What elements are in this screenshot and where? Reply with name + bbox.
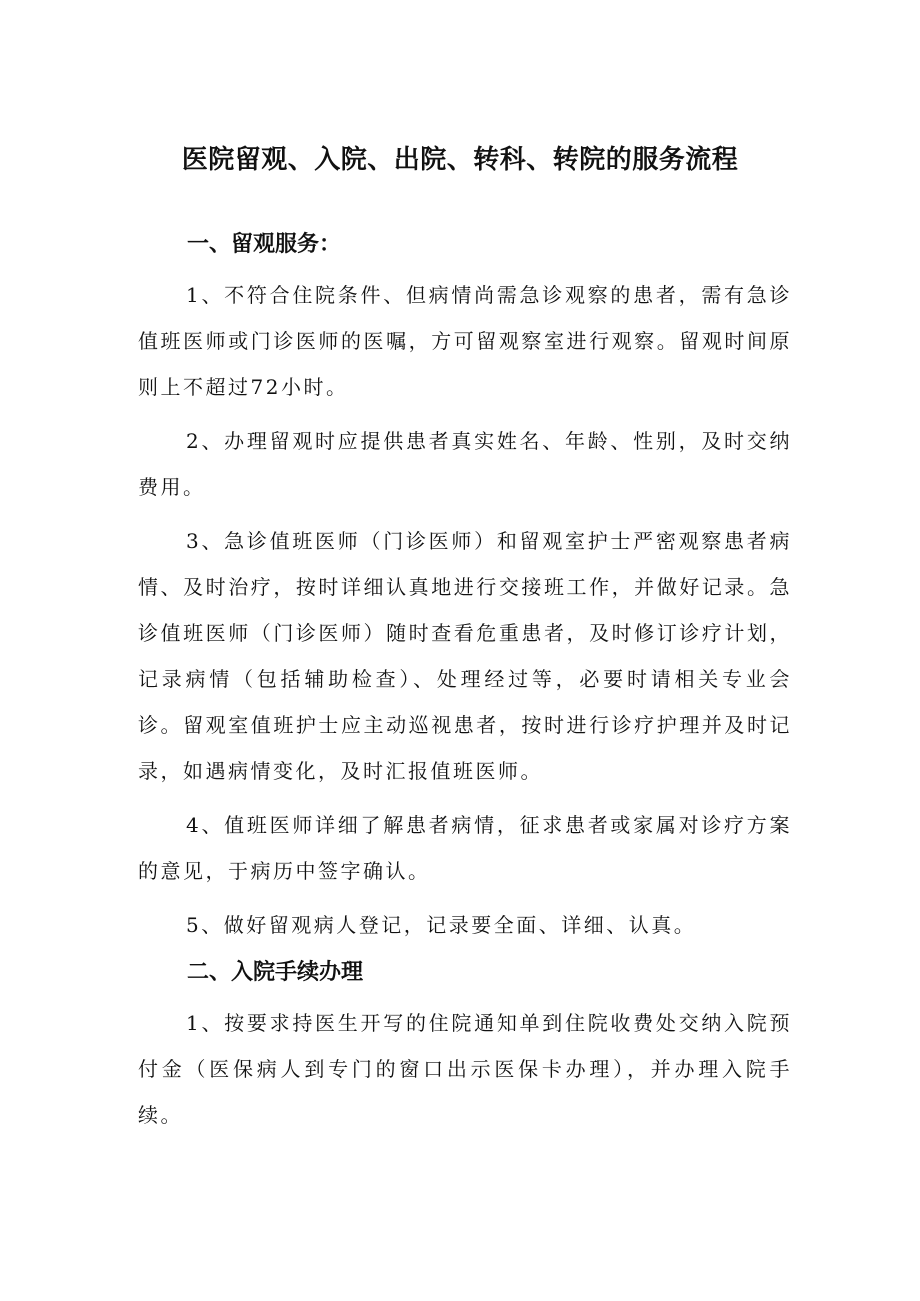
paragraph-observation-3: 3、急诊值班医师（门诊医师）和留观室护士严密观察患者病情、及时治疗，按时详细认真地进行交接班工作，并做好记录。急诊值班医师（门诊医师）随时查看危重患者，及时修订诊疗计划，记录病情（包括辅助检查）、处理经过等，必要时请相关专业会诊。留观室值班护士应主动巡视患者，按时进行诊疗护理并及时记录，如遇病情变化，及时汇报值班医师。 [138,529,792,783]
paragraph-admission-1: 1、按要求持医生开写的住院通知单到住院收费处交纳入院预付金（医保病人到专门的窗口出示医保卡办理），并办理入院手续。 [138,1011,792,1127]
paragraph-observation-5: 5、做好留观病人登记，记录要全面、详细、认真。 [186,913,697,937]
section-heading-admission: 二、入院手续办理 [187,960,364,985]
paragraph-observation-2: 2、办理留观时应提供患者真实姓名、年龄、性别，及时交纳费用。 [138,429,792,499]
paragraph-observation-4: 4、值班医师详细了解患者病情，征求患者或家属对诊疗方案的意见，于病历中签字确认。 [138,813,792,883]
page-title: 医院留观、入院、出院、转科、转院的服务流程 [181,145,739,175]
section-heading-observation: 一、留观服务： [187,232,342,257]
paragraph-observation-1: 1、不符合住院条件、但病情尚需急诊观察的患者，需有急诊值班医师或门诊医师的医嘱，方可留观察室进行观察。留观时间原则上不超过72小时。 [138,283,792,399]
